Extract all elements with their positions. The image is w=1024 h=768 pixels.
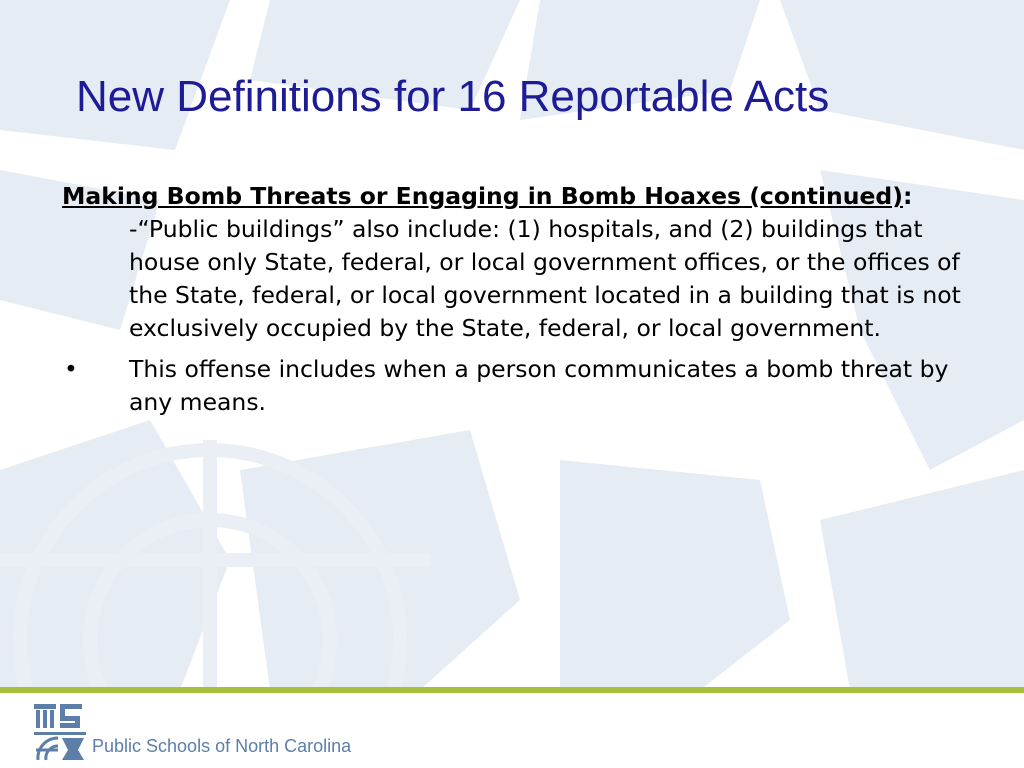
footer-divider	[0, 687, 1024, 693]
bullet-text: This offense includes when a person communicates a bomb threat by any means.	[129, 355, 949, 416]
definition-heading-colon: :	[903, 182, 913, 210]
bullet-icon: •	[64, 355, 78, 383]
definition-heading-line	[62, 180, 967, 213]
nc-public-schools-logo-icon	[34, 704, 86, 762]
definition-continuation: -“Public buildings” also include: (1) hospitals, and (2) buildings that house only State, federal, or local government offices, or the offices of the State, federal, or local government located in a building that is not exclusively occupied by the State, federal, or local government.	[129, 215, 961, 342]
slide-body	[62, 180, 967, 419]
bullet-item	[62, 353, 967, 419]
definition-heading: Making Bomb Threats or Engaging in Bomb Hoaxes (continued)	[62, 182, 903, 210]
footer-organization-name: Public Schools of North Carolina	[92, 736, 352, 756]
slide-title: New Definitions for 16 Reportable Acts	[76, 72, 830, 121]
